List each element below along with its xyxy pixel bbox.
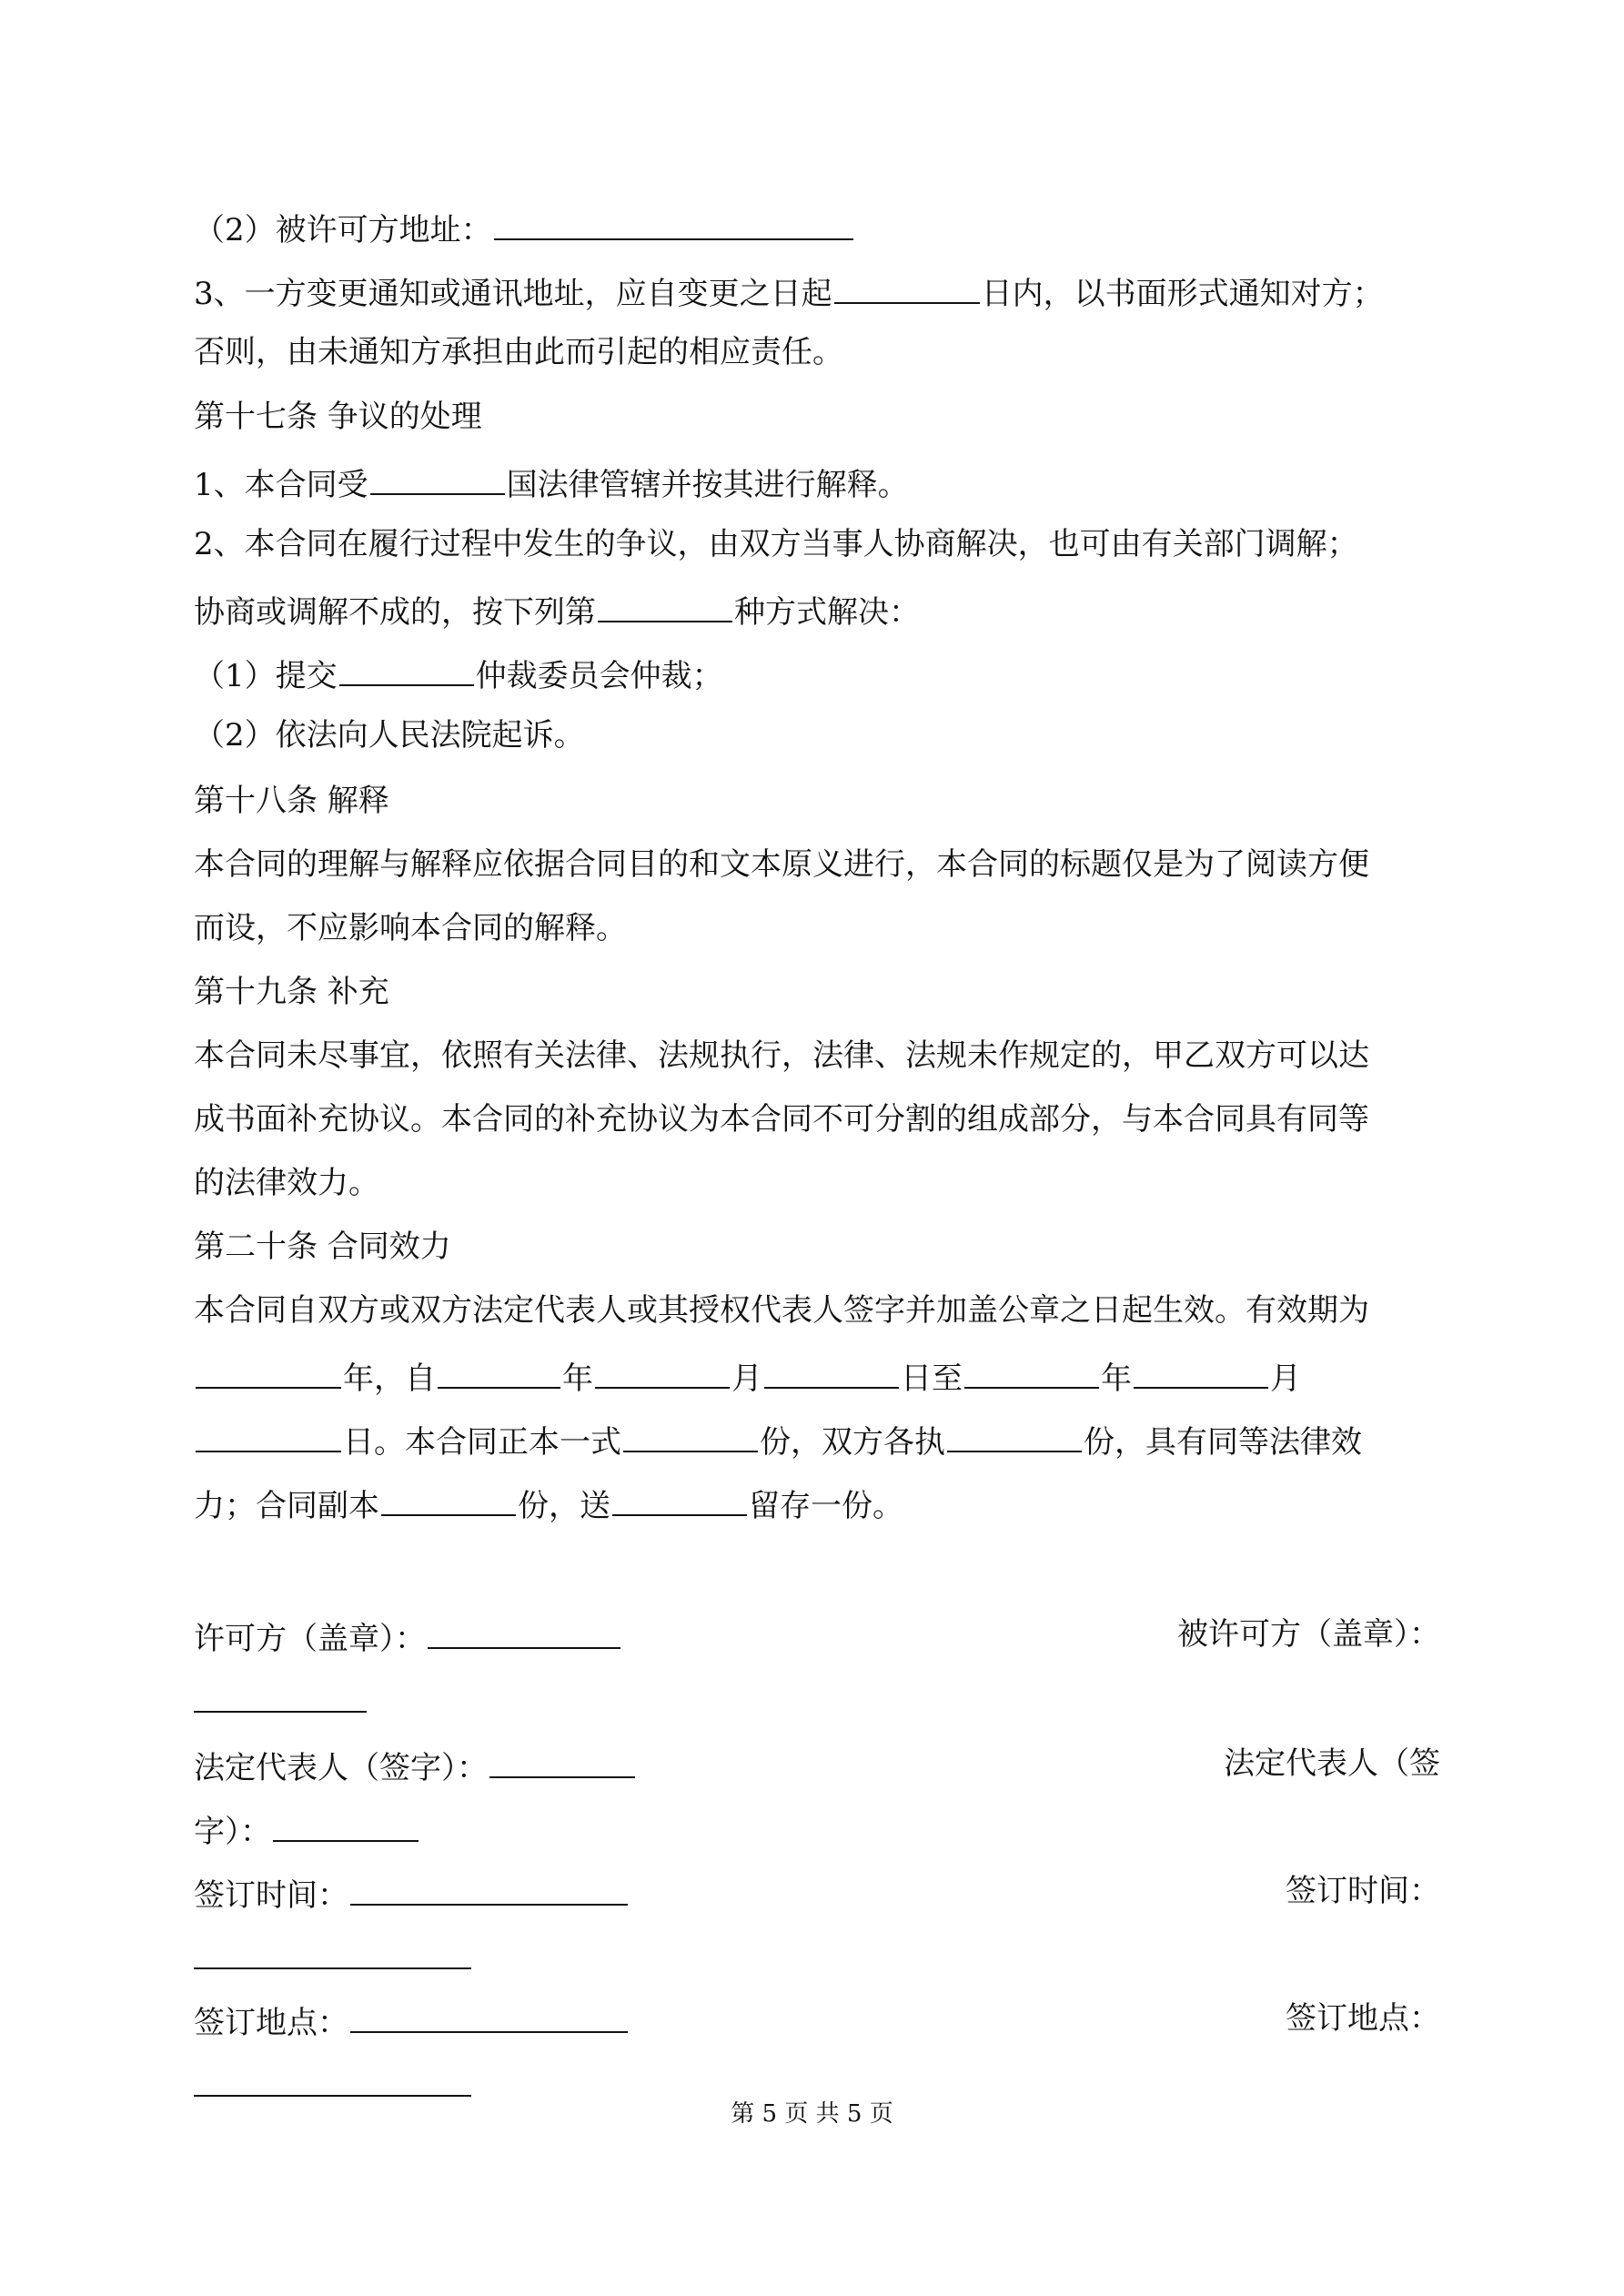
text-segment: 年 xyxy=(1101,1360,1132,1397)
representative-row xyxy=(194,1745,1440,1786)
licensee-seal-label: 被许可方（盖章）： xyxy=(1177,1616,1440,1653)
blank-field xyxy=(273,1809,419,1842)
text-segment: 1、本合同受 xyxy=(194,467,368,503)
text-segment: 日。本合同正本一式 xyxy=(343,1424,621,1461)
blank-field xyxy=(196,1356,341,1389)
address-change-line xyxy=(194,271,1440,312)
blank-field xyxy=(428,1616,620,1649)
blank-field xyxy=(194,2064,471,2097)
signing-place-label: 签订地点： xyxy=(1286,2000,1440,2037)
blank-field xyxy=(350,1873,628,1906)
paragraph-line: 2、本合同在履行过程中发生的争议，由双方当事人协商解决，也可由有关部门调解； xyxy=(194,526,1358,562)
licensee-representative-label: 法定代表人（签 xyxy=(1224,1745,1440,1782)
blank-field xyxy=(194,1680,367,1713)
text-segment: 年，自 xyxy=(343,1360,436,1397)
signing-date-blank-line xyxy=(194,1937,1440,1977)
licensor-signing-place xyxy=(194,2000,630,2041)
copies-line xyxy=(194,1420,1440,1461)
licensee-address-line xyxy=(194,207,1440,248)
page-number: 第 5 页 共 5 页 xyxy=(731,2100,893,2128)
seal-row xyxy=(194,1616,1440,1657)
article-20-heading: 第二十条 合同效力 xyxy=(194,1229,451,1265)
blank-field xyxy=(1134,1356,1268,1389)
signing-date-label: 签订时间： xyxy=(194,1877,348,1914)
licensor-seal-label: 许可方（盖章）： xyxy=(194,1621,426,1657)
blank-field xyxy=(196,1420,341,1452)
dispute-method-line xyxy=(194,590,1440,631)
text-segment: 日至 xyxy=(901,1360,963,1397)
duplicate-copies-line xyxy=(194,1483,1440,1524)
blank-field xyxy=(194,1937,471,1969)
text-segment: 年 xyxy=(562,1360,593,1397)
blank-field xyxy=(438,1356,560,1389)
paragraph-line: 本合同自双方或双方法定代表人或其授权代表人签字并加盖公章之日起生效。有效期为 xyxy=(194,1292,1369,1329)
text-segment: 份，具有同等法律效 xyxy=(1084,1424,1362,1461)
paragraph-line: 而设，不应影响本合同的解释。 xyxy=(194,910,627,946)
text-segment: （1）提交 xyxy=(194,658,338,694)
blank-field xyxy=(623,1420,758,1452)
licensee-address-label: （2）被许可方地址： xyxy=(194,212,492,248)
paragraph-line: （2）依法向人民法院起诉。 xyxy=(194,717,585,754)
text-segment: 仲裁委员会仲裁； xyxy=(475,658,723,694)
text-segment: 月 xyxy=(731,1360,762,1397)
signing-date-label: 签订时间： xyxy=(1286,1873,1440,1909)
licensor-signing-date xyxy=(194,1873,630,1914)
blank-field xyxy=(350,2000,628,2033)
signing-place-row xyxy=(194,2000,1440,2041)
text-segment: 月 xyxy=(1270,1360,1301,1397)
text-segment: 日内，以书面形式通知对方； xyxy=(981,276,1384,312)
arbitration-line xyxy=(194,653,1440,694)
paragraph-line: 本合同的理解与解释应依据合同目的和文本原义进行，本合同的标题仅是为了阅读方便 xyxy=(194,846,1369,883)
blank-field xyxy=(595,1356,730,1389)
text-segment: 份，送 xyxy=(518,1488,610,1524)
text-segment: 力；合同副本 xyxy=(194,1488,379,1524)
text-segment: 协商或调解不成的，按下列第 xyxy=(194,594,596,631)
text-segment: 留存一份。 xyxy=(749,1488,903,1524)
blank-field xyxy=(947,1420,1082,1452)
article-19-heading: 第十九条 补充 xyxy=(194,974,389,1010)
signing-place-label: 签订地点： xyxy=(194,2005,348,2041)
text-segment: 3、一方变更通知或通讯地址，应自变更之日起 xyxy=(194,276,832,312)
blank-field xyxy=(764,1356,899,1389)
blank-field xyxy=(494,207,853,240)
paragraph-line: 本合同未尽事宜，依照有关法律、法规执行，法律、法规未作规定的，甲乙双方可以达 xyxy=(194,1037,1369,1074)
paragraph-line: 的法律效力。 xyxy=(194,1165,379,1201)
licensor-representative xyxy=(194,1745,637,1786)
blank-field xyxy=(834,271,980,304)
validity-period-line xyxy=(194,1356,1440,1397)
blank-field xyxy=(339,653,474,686)
signing-place-blank-line xyxy=(194,2064,1440,2105)
paragraph-line: 否则，由未通知方承担由此而引起的相应责任。 xyxy=(194,334,843,370)
blank-field xyxy=(489,1745,635,1778)
licensor-representative-label: 法定代表人（签字）： xyxy=(194,1750,488,1786)
licensee-representative-cont xyxy=(194,1809,1440,1850)
signing-date-row xyxy=(194,1873,1440,1914)
blank-field xyxy=(370,462,505,495)
text-segment: 国法律管辖并按其进行解释。 xyxy=(506,467,909,503)
paragraph-line: 成书面补充协议。本合同的补充协议为本合同不可分割的组成部分，与本合同具有同等 xyxy=(194,1101,1369,1138)
blank-field xyxy=(612,1483,747,1516)
blank-field xyxy=(964,1356,1099,1389)
governing-law-line xyxy=(194,462,1440,503)
text-segment: 种方式解决： xyxy=(734,594,920,631)
article-17-heading: 第十七条 争议的处理 xyxy=(194,399,482,435)
blank-field xyxy=(381,1483,516,1516)
article-18-heading: 第十八条 解释 xyxy=(194,783,389,819)
licensor-seal xyxy=(194,1616,622,1657)
licensee-seal-blank-line xyxy=(194,1680,1440,1721)
text-segment: 字）： xyxy=(194,1814,271,1850)
text-segment: 份，双方各执 xyxy=(760,1424,945,1461)
blank-field xyxy=(598,590,732,622)
